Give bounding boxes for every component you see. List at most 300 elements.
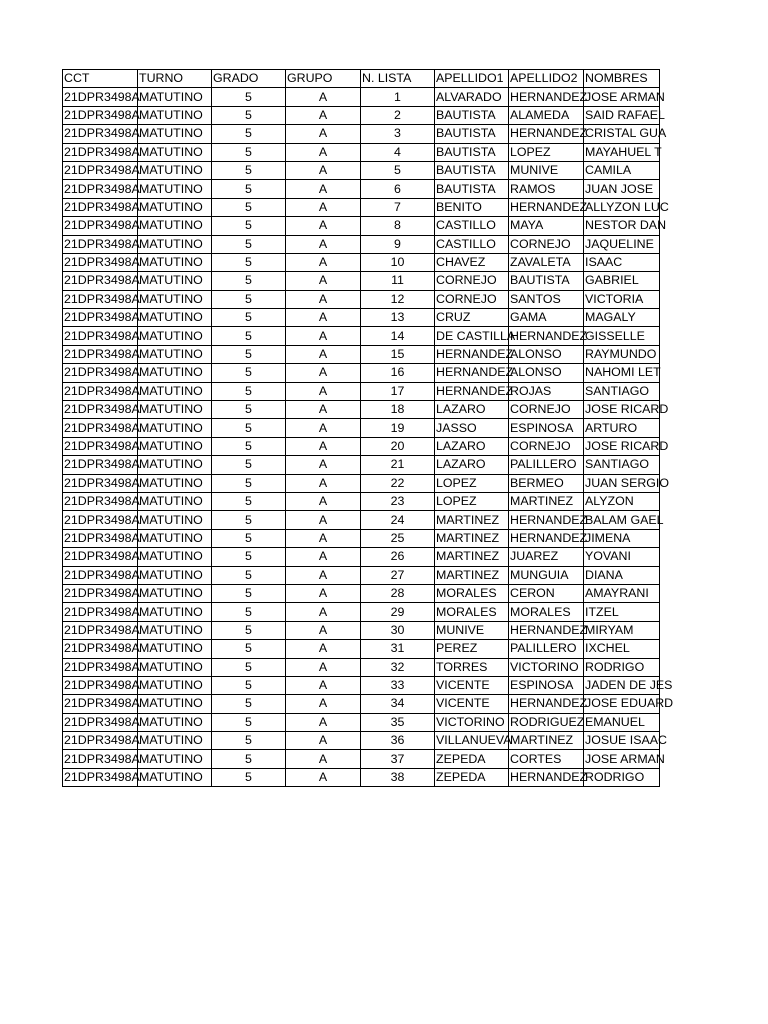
cell-grupo: A	[286, 529, 361, 547]
header-cell-n-lista: N. LISTA	[361, 70, 435, 88]
cell-grado: 5	[212, 161, 286, 179]
cell-cct: 21DPR3498A	[63, 603, 138, 621]
table-row	[63, 658, 660, 676]
cell-grupo: A	[286, 603, 361, 621]
cell-grupo: A	[286, 235, 361, 253]
cell-cct: 21DPR3498A	[63, 529, 138, 547]
cell-grupo: A	[286, 584, 361, 602]
cell-grado: 5	[212, 382, 286, 400]
table-row	[63, 180, 660, 198]
cell-turno: MATUTINO	[138, 529, 212, 547]
cell-turno: MATUTINO	[138, 345, 212, 363]
cell-nombres: MAYAHUEL T	[584, 143, 660, 161]
cell-apellido2: HERNANDEZ	[509, 511, 584, 529]
table-row	[63, 382, 660, 400]
cell-grado: 5	[212, 180, 286, 198]
cell-nombres: SANTIAGO	[584, 456, 660, 474]
cell-apellido1: MARTINEZ	[435, 566, 509, 584]
cell-apellido2: PALILLERO	[509, 640, 584, 658]
cell-apellido1: BAUTISTA	[435, 161, 509, 179]
cell-turno: MATUTINO	[138, 548, 212, 566]
cell-grupo: A	[286, 474, 361, 492]
cell-apellido2: PALILLERO	[509, 456, 584, 474]
cell-grado: 5	[212, 106, 286, 124]
table-row	[63, 474, 660, 492]
cell-nombres: AMAYRANI	[584, 584, 660, 602]
cell-apellido2: MARTINEZ	[509, 732, 584, 750]
cell-cct: 21DPR3498A	[63, 768, 138, 786]
cell-apellido2: ROJAS	[509, 382, 584, 400]
cell-grupo: A	[286, 309, 361, 327]
cell-n-lista: 24	[361, 511, 435, 529]
table-row	[63, 584, 660, 602]
table-row	[63, 345, 660, 363]
cell-n-lista: 11	[361, 272, 435, 290]
cell-grupo: A	[286, 676, 361, 694]
cell-cct: 21DPR3498A	[63, 290, 138, 308]
cell-cct: 21DPR3498A	[63, 566, 138, 584]
table-row	[63, 198, 660, 216]
cell-grado: 5	[212, 327, 286, 345]
cell-apellido1: LOPEZ	[435, 492, 509, 510]
cell-n-lista: 13	[361, 309, 435, 327]
cell-grado: 5	[212, 492, 286, 510]
cell-apellido1: LAZARO	[435, 437, 509, 455]
cell-nombres: MIRYAM	[584, 621, 660, 639]
cell-grado: 5	[212, 198, 286, 216]
cell-n-lista: 15	[361, 345, 435, 363]
table-row	[63, 217, 660, 235]
cell-cct: 21DPR3498A	[63, 272, 138, 290]
cell-grado: 5	[212, 364, 286, 382]
cell-apellido1: BAUTISTA	[435, 106, 509, 124]
cell-apellido2: HERNANDEZ	[509, 88, 584, 106]
cell-apellido1: ZEPEDA	[435, 768, 509, 786]
cell-apellido1: MORALES	[435, 584, 509, 602]
cell-apellido2: ALONSO	[509, 345, 584, 363]
cell-grupo: A	[286, 640, 361, 658]
cell-apellido2: GAMA	[509, 309, 584, 327]
cell-apellido1: VILLANUEVA	[435, 732, 509, 750]
table-row	[63, 235, 660, 253]
cell-apellido1: CASTILLO	[435, 235, 509, 253]
cell-apellido1: BAUTISTA	[435, 180, 509, 198]
cell-apellido1: MORALES	[435, 603, 509, 621]
cell-grupo: A	[286, 419, 361, 437]
cell-grado: 5	[212, 640, 286, 658]
cell-apellido2: HERNANDEZ	[509, 529, 584, 547]
cell-cct: 21DPR3498A	[63, 732, 138, 750]
cell-turno: MATUTINO	[138, 768, 212, 786]
cell-n-lista: 19	[361, 419, 435, 437]
cell-apellido2: SANTOS	[509, 290, 584, 308]
cell-n-lista: 7	[361, 198, 435, 216]
cell-turno: MATUTINO	[138, 106, 212, 124]
cell-apellido1: VICENTE	[435, 676, 509, 694]
cell-cct: 21DPR3498A	[63, 161, 138, 179]
cell-turno: MATUTINO	[138, 88, 212, 106]
cell-apellido2: BAUTISTA	[509, 272, 584, 290]
cell-grado: 5	[212, 676, 286, 694]
header-cell-apellido1: APELLIDO1	[435, 70, 509, 88]
cell-grado: 5	[212, 419, 286, 437]
cell-cct: 21DPR3498A	[63, 713, 138, 731]
cell-n-lista: 21	[361, 456, 435, 474]
cell-grupo: A	[286, 401, 361, 419]
cell-turno: MATUTINO	[138, 732, 212, 750]
cell-apellido1: MARTINEZ	[435, 548, 509, 566]
cell-cct: 21DPR3498A	[63, 235, 138, 253]
cell-apellido2: ESPINOSA	[509, 419, 584, 437]
cell-apellido1: ALVARADO	[435, 88, 509, 106]
cell-nombres: RAYMUNDO	[584, 345, 660, 363]
cell-turno: MATUTINO	[138, 474, 212, 492]
cell-nombres: JOSE ARMAN	[584, 88, 660, 106]
cell-turno: MATUTINO	[138, 492, 212, 510]
cell-apellido1: JASSO	[435, 419, 509, 437]
cell-n-lista: 3	[361, 125, 435, 143]
table-row	[63, 566, 660, 584]
table-row	[63, 548, 660, 566]
cell-apellido1: TORRES	[435, 658, 509, 676]
cell-turno: MATUTINO	[138, 566, 212, 584]
table-row	[63, 401, 660, 419]
cell-apellido1: HERNANDEZ	[435, 382, 509, 400]
cell-nombres: JOSE ARMAN	[584, 750, 660, 768]
header-cell-apellido2: APELLIDO2	[509, 70, 584, 88]
cell-apellido2: CORTES	[509, 750, 584, 768]
cell-n-lista: 37	[361, 750, 435, 768]
cell-n-lista: 38	[361, 768, 435, 786]
cell-grado: 5	[212, 658, 286, 676]
cell-nombres: JUAN SERGIO	[584, 474, 660, 492]
cell-turno: MATUTINO	[138, 584, 212, 602]
cell-n-lista: 14	[361, 327, 435, 345]
cell-cct: 21DPR3498A	[63, 584, 138, 602]
cell-n-lista: 30	[361, 621, 435, 639]
cell-nombres: JIMENA	[584, 529, 660, 547]
cell-n-lista: 1	[361, 88, 435, 106]
cell-apellido2: HERNANDEZ	[509, 125, 584, 143]
cell-grupo: A	[286, 106, 361, 124]
cell-cct: 21DPR3498A	[63, 401, 138, 419]
cell-grado: 5	[212, 456, 286, 474]
cell-apellido1: CORNEJO	[435, 290, 509, 308]
cell-turno: MATUTINO	[138, 253, 212, 271]
table-row	[63, 603, 660, 621]
cell-apellido1: BAUTISTA	[435, 143, 509, 161]
cell-turno: MATUTINO	[138, 621, 212, 639]
cell-turno: MATUTINO	[138, 143, 212, 161]
cell-n-lista: 35	[361, 713, 435, 731]
cell-nombres: ALYZON	[584, 492, 660, 510]
cell-n-lista: 20	[361, 437, 435, 455]
cell-grupo: A	[286, 566, 361, 584]
cell-n-lista: 25	[361, 529, 435, 547]
cell-cct: 21DPR3498A	[63, 309, 138, 327]
cell-cct: 21DPR3498A	[63, 658, 138, 676]
cell-nombres: YOVANI	[584, 548, 660, 566]
cell-n-lista: 23	[361, 492, 435, 510]
cell-cct: 21DPR3498A	[63, 180, 138, 198]
cell-turno: MATUTINO	[138, 640, 212, 658]
table-row	[63, 621, 660, 639]
cell-nombres: CAMILA	[584, 161, 660, 179]
cell-grado: 5	[212, 401, 286, 419]
cell-cct: 21DPR3498A	[63, 253, 138, 271]
cell-cct: 21DPR3498A	[63, 382, 138, 400]
table-row	[63, 676, 660, 694]
cell-grado: 5	[212, 235, 286, 253]
cell-nombres: ITZEL	[584, 603, 660, 621]
table-row	[63, 640, 660, 658]
cell-turno: MATUTINO	[138, 309, 212, 327]
cell-n-lista: 6	[361, 180, 435, 198]
cell-grado: 5	[212, 713, 286, 731]
cell-n-lista: 27	[361, 566, 435, 584]
cell-apellido1: CHAVEZ	[435, 253, 509, 271]
cell-apellido1: CORNEJO	[435, 272, 509, 290]
cell-apellido2: CORNEJO	[509, 437, 584, 455]
cell-apellido2: CERON	[509, 584, 584, 602]
cell-turno: MATUTINO	[138, 713, 212, 731]
cell-cct: 21DPR3498A	[63, 511, 138, 529]
cell-cct: 21DPR3498A	[63, 676, 138, 694]
cell-cct: 21DPR3498A	[63, 548, 138, 566]
cell-cct: 21DPR3498A	[63, 750, 138, 768]
cell-turno: MATUTINO	[138, 695, 212, 713]
cell-apellido2: ALAMEDA	[509, 106, 584, 124]
header-cell-nombres: NOMBRES	[584, 70, 660, 88]
cell-nombres: JUAN JOSE	[584, 180, 660, 198]
cell-apellido1: CASTILLO	[435, 217, 509, 235]
cell-grado: 5	[212, 88, 286, 106]
cell-nombres: GABRIEL	[584, 272, 660, 290]
cell-apellido2: ALONSO	[509, 364, 584, 382]
cell-apellido1: LOPEZ	[435, 474, 509, 492]
cell-turno: MATUTINO	[138, 272, 212, 290]
cell-nombres: NAHOMI LET	[584, 364, 660, 382]
cell-turno: MATUTINO	[138, 235, 212, 253]
table-row	[63, 88, 660, 106]
cell-turno: MATUTINO	[138, 437, 212, 455]
cell-nombres: NESTOR DAN	[584, 217, 660, 235]
cell-cct: 21DPR3498A	[63, 106, 138, 124]
cell-apellido2: MORALES	[509, 603, 584, 621]
table-row	[63, 695, 660, 713]
cell-apellido1: MARTINEZ	[435, 529, 509, 547]
cell-apellido2: MUNIVE	[509, 161, 584, 179]
cell-apellido1: HERNANDEZ	[435, 345, 509, 363]
cell-grupo: A	[286, 382, 361, 400]
table-row	[63, 309, 660, 327]
cell-grupo: A	[286, 713, 361, 731]
cell-grupo: A	[286, 253, 361, 271]
cell-grado: 5	[212, 548, 286, 566]
cell-apellido2: ZAVALETA	[509, 253, 584, 271]
table-row	[63, 511, 660, 529]
cell-grupo: A	[286, 548, 361, 566]
header-cell-cct: CCT	[63, 70, 138, 88]
cell-apellido1: DE CASTILLA	[435, 327, 509, 345]
cell-turno: MATUTINO	[138, 217, 212, 235]
table-row	[63, 732, 660, 750]
cell-n-lista: 4	[361, 143, 435, 161]
cell-n-lista: 32	[361, 658, 435, 676]
table-row	[63, 419, 660, 437]
header-row	[63, 70, 660, 88]
cell-grupo: A	[286, 180, 361, 198]
cell-grado: 5	[212, 345, 286, 363]
cell-n-lista: 28	[361, 584, 435, 602]
cell-nombres: SAID RAFAEL	[584, 106, 660, 124]
cell-nombres: GISSELLE	[584, 327, 660, 345]
cell-apellido2: CORNEJO	[509, 401, 584, 419]
table-row	[63, 327, 660, 345]
cell-nombres: EMANUEL	[584, 713, 660, 731]
table-row	[63, 713, 660, 731]
cell-grado: 5	[212, 529, 286, 547]
cell-nombres: CRISTAL GUA	[584, 125, 660, 143]
cell-grupo: A	[286, 290, 361, 308]
cell-n-lista: 34	[361, 695, 435, 713]
cell-grupo: A	[286, 511, 361, 529]
cell-apellido1: VICENTE	[435, 695, 509, 713]
cell-turno: MATUTINO	[138, 603, 212, 621]
cell-turno: MATUTINO	[138, 198, 212, 216]
cell-cct: 21DPR3498A	[63, 437, 138, 455]
cell-grupo: A	[286, 732, 361, 750]
cell-nombres: RODRIGO	[584, 768, 660, 786]
cell-cct: 21DPR3498A	[63, 198, 138, 216]
table-row	[63, 143, 660, 161]
cell-nombres: IXCHEL	[584, 640, 660, 658]
cell-n-lista: 9	[361, 235, 435, 253]
cell-apellido2: JUAREZ	[509, 548, 584, 566]
cell-grupo: A	[286, 768, 361, 786]
cell-apellido1: MUNIVE	[435, 621, 509, 639]
table-row	[63, 125, 660, 143]
cell-grado: 5	[212, 750, 286, 768]
cell-apellido2: HERNANDEZ	[509, 621, 584, 639]
cell-n-lista: 18	[361, 401, 435, 419]
cell-grupo: A	[286, 456, 361, 474]
cell-grupo: A	[286, 750, 361, 768]
cell-grado: 5	[212, 290, 286, 308]
cell-apellido2: HERNANDEZ	[509, 768, 584, 786]
cell-turno: MATUTINO	[138, 180, 212, 198]
cell-n-lista: 36	[361, 732, 435, 750]
cell-grupo: A	[286, 327, 361, 345]
cell-apellido1: BENITO	[435, 198, 509, 216]
cell-turno: MATUTINO	[138, 511, 212, 529]
cell-grupo: A	[286, 272, 361, 290]
cell-apellido1: LAZARO	[435, 401, 509, 419]
cell-apellido2: BERMEO	[509, 474, 584, 492]
cell-grupo: A	[286, 88, 361, 106]
cell-turno: MATUTINO	[138, 419, 212, 437]
cell-grupo: A	[286, 217, 361, 235]
cell-grado: 5	[212, 621, 286, 639]
cell-grado: 5	[212, 437, 286, 455]
cell-turno: MATUTINO	[138, 456, 212, 474]
cell-grupo: A	[286, 437, 361, 455]
cell-grado: 5	[212, 511, 286, 529]
table-row	[63, 750, 660, 768]
cell-cct: 21DPR3498A	[63, 621, 138, 639]
cell-turno: MATUTINO	[138, 290, 212, 308]
spreadsheet-page	[62, 69, 674, 787]
cell-n-lista: 31	[361, 640, 435, 658]
cell-turno: MATUTINO	[138, 750, 212, 768]
cell-turno: MATUTINO	[138, 658, 212, 676]
cell-turno: MATUTINO	[138, 676, 212, 694]
cell-n-lista: 5	[361, 161, 435, 179]
student-roster-table	[62, 69, 674, 787]
cell-nombres: JOSE RICARD	[584, 437, 660, 455]
cell-cct: 21DPR3498A	[63, 364, 138, 382]
table-row	[63, 272, 660, 290]
cell-apellido2: HERNANDEZ	[509, 695, 584, 713]
cell-cct: 21DPR3498A	[63, 217, 138, 235]
table-row	[63, 437, 660, 455]
cell-cct: 21DPR3498A	[63, 419, 138, 437]
cell-grado: 5	[212, 125, 286, 143]
cell-apellido1: MARTINEZ	[435, 511, 509, 529]
cell-nombres: JOSE EDUARD	[584, 695, 660, 713]
cell-n-lista: 33	[361, 676, 435, 694]
cell-grupo: A	[286, 345, 361, 363]
cell-grado: 5	[212, 217, 286, 235]
table-row	[63, 492, 660, 510]
cell-apellido2: MUNGUIA	[509, 566, 584, 584]
cell-apellido2: VICTORINO	[509, 658, 584, 676]
cell-grado: 5	[212, 603, 286, 621]
cell-apellido2: ESPINOSA	[509, 676, 584, 694]
table-row	[63, 364, 660, 382]
cell-nombres: JOSE RICARD	[584, 401, 660, 419]
cell-n-lista: 16	[361, 364, 435, 382]
cell-grado: 5	[212, 768, 286, 786]
cell-grupo: A	[286, 125, 361, 143]
cell-nombres: ISAAC	[584, 253, 660, 271]
cell-cct: 21DPR3498A	[63, 492, 138, 510]
cell-nombres: JAQUELINE	[584, 235, 660, 253]
cell-apellido2: MARTINEZ	[509, 492, 584, 510]
cell-nombres: JADEN DE JES	[584, 676, 660, 694]
table-row	[63, 253, 660, 271]
cell-grupo: A	[286, 492, 361, 510]
cell-nombres: SANTIAGO	[584, 382, 660, 400]
cell-apellido1: VICTORINO	[435, 713, 509, 731]
cell-cct: 21DPR3498A	[63, 695, 138, 713]
cell-grupo: A	[286, 621, 361, 639]
cell-grado: 5	[212, 143, 286, 161]
cell-nombres: MAGALY	[584, 309, 660, 327]
cell-n-lista: 2	[361, 106, 435, 124]
cell-apellido2: LOPEZ	[509, 143, 584, 161]
header-cell-grado: GRADO	[212, 70, 286, 88]
cell-apellido1: ZEPEDA	[435, 750, 509, 768]
cell-grado: 5	[212, 309, 286, 327]
cell-cct: 21DPR3498A	[63, 327, 138, 345]
cell-apellido2: MAYA	[509, 217, 584, 235]
cell-cct: 21DPR3498A	[63, 474, 138, 492]
table-row	[63, 456, 660, 474]
cell-cct: 21DPR3498A	[63, 125, 138, 143]
cell-grupo: A	[286, 658, 361, 676]
cell-grado: 5	[212, 272, 286, 290]
